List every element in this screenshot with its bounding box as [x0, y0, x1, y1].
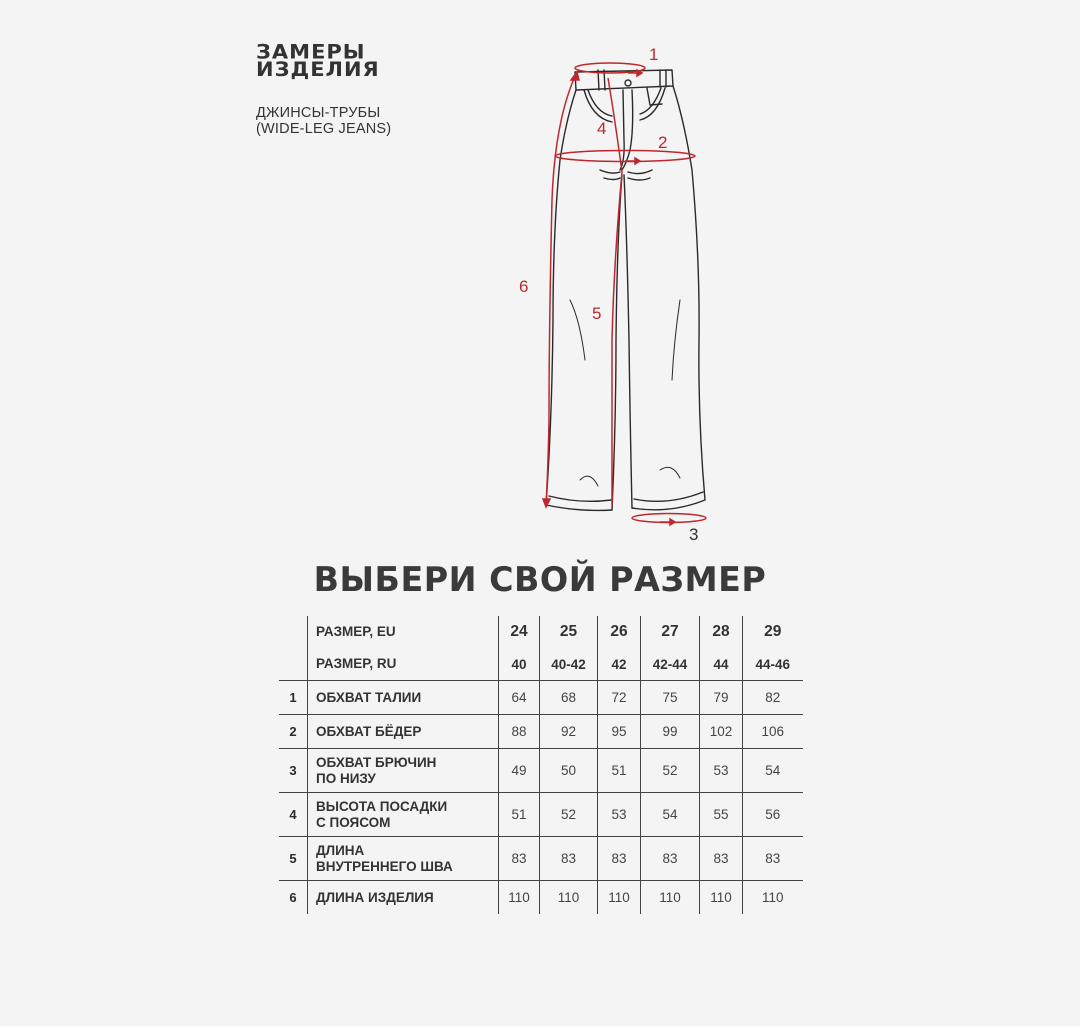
row-label	[308, 715, 499, 749]
page-heading	[256, 41, 380, 81]
table-cell: 54	[641, 793, 700, 837]
ru-size-label: РАЗМЕР, RU	[308, 648, 499, 681]
table-cell: 72	[598, 681, 641, 715]
table-cell: 83	[540, 837, 598, 881]
table-cell: 106	[743, 715, 803, 749]
table-cell: 50	[540, 749, 598, 793]
table-cell: 56	[743, 793, 803, 837]
heading-line-2: ИЗДЕЛИЯ	[256, 58, 380, 81]
table-cell: 83	[598, 837, 641, 881]
subtitle-line-2: (WIDE-LEG JEANS)	[256, 121, 392, 137]
row-number: 3	[279, 749, 308, 793]
table-cell: 110	[700, 881, 743, 915]
table-cell: 75	[641, 681, 700, 715]
table-cell: 83	[499, 837, 540, 881]
table-cell: 68	[540, 681, 598, 715]
table-cell: 52	[540, 793, 598, 837]
ru-size: 42-44	[641, 648, 700, 681]
size-chart-table	[279, 616, 803, 914]
row-label	[308, 681, 499, 715]
table-cell: 110	[598, 881, 641, 915]
eu-size: 25	[540, 616, 598, 648]
product-subtitle	[256, 105, 391, 137]
jeans-outline	[546, 70, 705, 510]
section-title: ВЫБЕРИ СВОЙ РАЗМЕР	[313, 560, 767, 600]
table-cell: 110	[641, 881, 700, 915]
table-row	[279, 715, 803, 749]
row-label	[308, 881, 499, 915]
eu-size: 24	[499, 616, 540, 648]
table-cell: 53	[700, 749, 743, 793]
diagram-label-6: 6	[519, 277, 529, 296]
table-row	[279, 881, 803, 915]
row-label	[308, 837, 499, 881]
ru-size: 40	[499, 648, 540, 681]
hip-arrow-head	[635, 158, 640, 164]
table-cell: 110	[540, 881, 598, 915]
table-row	[279, 837, 803, 881]
hip-measure-line	[555, 151, 695, 162]
row-label	[308, 749, 499, 793]
table-cell: 92	[540, 715, 598, 749]
row-label-line: ДЛИНА ИЗДЕЛИЯ	[316, 889, 434, 905]
eu-size: 26	[598, 616, 641, 648]
table-cell: 99	[641, 715, 700, 749]
ru-size: 42	[598, 648, 641, 681]
row-number: 2	[279, 715, 308, 749]
row-number: 4	[279, 793, 308, 837]
diagram-label-1: 1	[649, 45, 659, 64]
table-cell: 110	[499, 881, 540, 915]
table-row	[279, 681, 803, 715]
ru-size: 44	[700, 648, 743, 681]
row-label-line: ОБХВАТ ТАЛИИ	[316, 689, 422, 705]
ru-size: 44-46	[743, 648, 803, 681]
table-cell: 102	[700, 715, 743, 749]
table-cell: 88	[499, 715, 540, 749]
length-measure-line	[546, 74, 576, 505]
row-label-line: ВНУТРЕННЕГО ШВА	[316, 858, 453, 874]
eu-size-label: РАЗМЕР, EU	[308, 616, 499, 648]
table-cell: 51	[598, 749, 641, 793]
table-cell: 52	[641, 749, 700, 793]
eu-size: 27	[641, 616, 700, 648]
table-cell: 51	[499, 793, 540, 837]
table-cell: 55	[700, 793, 743, 837]
row-label-line: ОБХВАТ БЁДЕР	[316, 723, 422, 739]
hem-arrow-head	[670, 519, 675, 525]
table-cell: 95	[598, 715, 641, 749]
diagram-label-2: 2	[658, 133, 668, 152]
table-row	[279, 793, 803, 837]
eu-size: 29	[743, 616, 803, 648]
heading-line-1: ЗАМЕРЫ	[256, 41, 366, 64]
table-cell: 79	[700, 681, 743, 715]
rise-measure-line	[608, 78, 622, 172]
table-cell: 49	[499, 749, 540, 793]
eu-size: 28	[700, 616, 743, 648]
table-cell: 83	[700, 837, 743, 881]
row-label-line: ОБХВАТ БРЮЧИН	[316, 754, 437, 770]
table-cell: 64	[499, 681, 540, 715]
table-cell: 83	[641, 837, 700, 881]
jeans-measurement-diagram	[519, 40, 720, 550]
table-cell: 82	[743, 681, 803, 715]
row-label	[308, 793, 499, 837]
row-label-line: ПО НИЗУ	[316, 770, 376, 786]
table-cell: 83	[743, 837, 803, 881]
row-number: 5	[279, 837, 308, 881]
diagram-label-5: 5	[592, 304, 602, 323]
table-row	[279, 749, 803, 793]
diagram-label-4: 4	[597, 119, 607, 138]
row-label-line: ДЛИНА	[316, 842, 365, 858]
header-row-ru	[279, 648, 803, 681]
row-number: 1	[279, 681, 308, 715]
subtitle-line-1: ДЖИНСЫ-ТРУБЫ	[256, 105, 381, 121]
table-cell: 110	[743, 881, 803, 915]
ru-size: 40-42	[540, 648, 598, 681]
row-number: 6	[279, 881, 308, 915]
row-label-line: ВЫСОТА ПОСАДКИ	[316, 798, 448, 814]
hem-measure-line	[632, 514, 706, 523]
table-cell: 54	[743, 749, 803, 793]
row-label-line: С ПОЯСОМ	[316, 814, 391, 830]
table-cell: 53	[598, 793, 641, 837]
diagram-label-3: 3	[689, 525, 699, 544]
header-row-eu	[279, 616, 803, 648]
